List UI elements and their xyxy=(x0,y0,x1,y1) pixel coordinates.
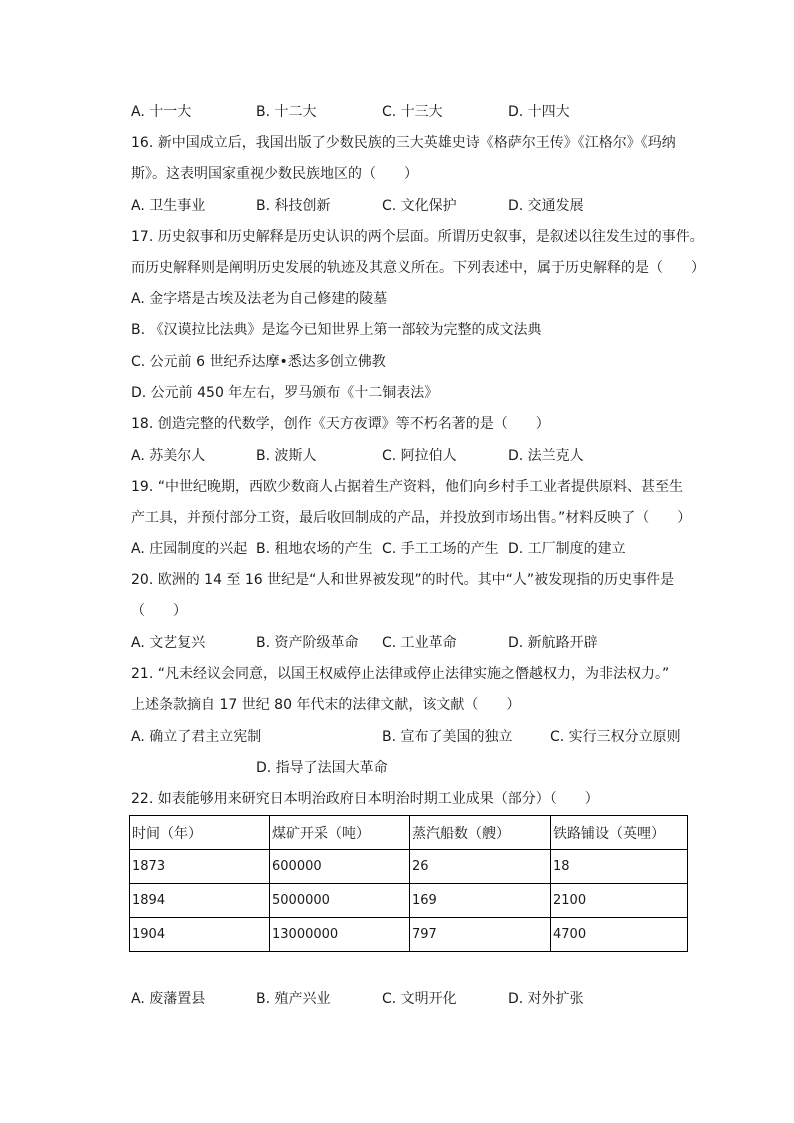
q18-option-d[interactable]: D. 法兰克人 xyxy=(508,448,584,464)
table-cell: 26 xyxy=(410,850,551,884)
table-cell: 1904 xyxy=(130,918,270,952)
q21-option-b[interactable]: B. 宣布了美国的独立 xyxy=(382,729,513,745)
table-header-cell: 时间（年） xyxy=(130,816,270,850)
q20-stem-line-1: 20. 欧洲的 14 至 16 世纪是“人和世界被发现”的时代。其中“人”被发现指的历史事件是 xyxy=(131,572,675,588)
q16-option-b[interactable]: B. 科技创新 xyxy=(256,198,331,214)
table-cell: 1894 xyxy=(130,884,270,918)
table-row xyxy=(130,884,688,918)
table-row xyxy=(130,850,688,884)
q15-options xyxy=(131,102,751,122)
q17-stem-line-1: 17. 历史叙事和历史解释是历史认识的两个层面。所谓历史叙事，是叙述以往发生过的事件。 xyxy=(131,229,704,245)
q20-stem-line-2: （ ） xyxy=(131,603,187,619)
q16-stem-line-1: 16. 新中国成立后，我国出版了少数民族的三大英雄史诗《格萨尔王传》《江格尔》《玛纳 xyxy=(131,135,676,151)
q19-stem-line-1: 19. “中世纪晚期，西欧少数商人占据着生产资料，他们向乡村手工业者提供原料、甚至生 xyxy=(131,479,683,495)
q17-option-c[interactable]: C. 公元前 6 世纪乔达摩•悉达多创立佛教 xyxy=(131,354,386,370)
q17-option-d[interactable]: D. 公元前 450 年左右，罗马颁布《十二铜表法》 xyxy=(131,385,439,401)
table-cell: 4700 xyxy=(551,918,688,952)
q17-option-a[interactable]: A. 金字塔是古埃及法老为自己修建的陵墓 xyxy=(131,291,388,307)
q18-option-b[interactable]: B. 波斯人 xyxy=(256,448,317,464)
q19-option-b[interactable]: B. 租地农场的产生 xyxy=(256,541,373,557)
q22-option-b[interactable]: B. 殖产兴业 xyxy=(256,991,331,1007)
q19-stem-line-2: 产工具，并预付部分工资，最后收回制成的产品，并投放到市场出售。”材料反映了（ ） xyxy=(131,510,692,526)
q22-stem-line-1: 22. 如表能够用来研究日本明治政府日本明治时期工业成果（部分）（ ） xyxy=(131,791,599,807)
q20-option-c[interactable]: C. 工业革命 xyxy=(382,635,457,651)
q22-options xyxy=(131,989,751,1009)
q21-option-a[interactable]: A. 确立了君主立宪制 xyxy=(131,729,262,745)
q21-option-c[interactable]: C. 实行三权分立原则 xyxy=(550,729,681,745)
q16-option-c[interactable]: C. 文化保护 xyxy=(382,198,457,214)
q22-data-table xyxy=(129,815,688,952)
q18-options xyxy=(131,446,751,466)
q19-option-a[interactable]: A. 庄园制度的兴起 xyxy=(131,541,248,557)
table-row xyxy=(130,918,688,952)
q19-option-d[interactable]: D. 工厂制度的建立 xyxy=(508,541,626,557)
q21-options-row-1 xyxy=(131,727,751,747)
q21-options-row-2 xyxy=(131,758,751,778)
q16-option-a[interactable]: A. 卫生事业 xyxy=(131,198,206,214)
q20-option-b[interactable]: B. 资产阶级革命 xyxy=(256,635,359,651)
table-header-cell: 铁路铺设（英哩） xyxy=(551,816,688,850)
q20-option-d[interactable]: D. 新航路开辟 xyxy=(508,635,598,651)
table-header-cell: 煤矿开采（吨） xyxy=(270,816,410,850)
q21-stem-line-1: 21. “凡未经议会同意，以国王权威停止法律或停止法律实施之僭越权力，为非法权力。” xyxy=(131,666,670,682)
table-header-cell: 蒸汽船数（艘） xyxy=(410,816,551,850)
q22-option-a[interactable]: A. 废藩置县 xyxy=(131,991,206,1007)
q22-option-d[interactable]: D. 对外扩张 xyxy=(508,991,584,1007)
q20-option-a[interactable]: A. 文艺复兴 xyxy=(131,635,206,651)
q19-option-c[interactable]: C. 手工工场的产生 xyxy=(382,541,499,557)
table-cell: 797 xyxy=(410,918,551,952)
table-cell: 18 xyxy=(551,850,688,884)
q16-options xyxy=(131,196,751,216)
table-cell: 169 xyxy=(410,884,551,918)
q15-option-b[interactable]: B. 十二大 xyxy=(256,104,317,120)
q15-option-c[interactable]: C. 十三大 xyxy=(382,104,443,120)
q22-option-c[interactable]: C. 文明开化 xyxy=(382,991,457,1007)
q18-stem-line-1: 18. 创造完整的代数学，创作《天方夜谭》等不朽名著的是（ ） xyxy=(131,416,550,432)
q21-option-d[interactable]: D. 指导了法国大革命 xyxy=(256,760,388,776)
q17-stem-line-2: 而历史解释则是阐明历史发展的轨迹及其意义所在。下列表述中，属于历史解释的是（ ） xyxy=(131,260,705,276)
q16-option-d[interactable]: D. 交通发展 xyxy=(508,198,584,214)
table-cell: 600000 xyxy=(270,850,410,884)
q21-stem-line-2: 上述条款摘自 17 世纪 80 年代末的法律文献，该文献（ ） xyxy=(131,697,521,713)
table-cell: 2100 xyxy=(551,884,688,918)
table-cell: 13000000 xyxy=(270,918,410,952)
q16-stem-line-2: 斯》。这表明国家重视少数民族地区的（ ） xyxy=(131,166,418,182)
q18-option-a[interactable]: A. 苏美尔人 xyxy=(131,448,206,464)
table-cell: 5000000 xyxy=(270,884,410,918)
q20-options xyxy=(131,633,751,653)
q15-option-a[interactable]: A. 十一大 xyxy=(131,104,192,120)
q17-option-b[interactable]: B. 《汉谟拉比法典》是迄今已知世界上第一部较为完整的成文法典 xyxy=(131,322,542,338)
q19-options xyxy=(131,539,751,559)
q15-option-d[interactable]: D. 十四大 xyxy=(508,104,570,120)
table-cell: 1873 xyxy=(130,850,270,884)
table-header-row xyxy=(130,816,688,850)
q18-option-c[interactable]: C. 阿拉伯人 xyxy=(382,448,457,464)
